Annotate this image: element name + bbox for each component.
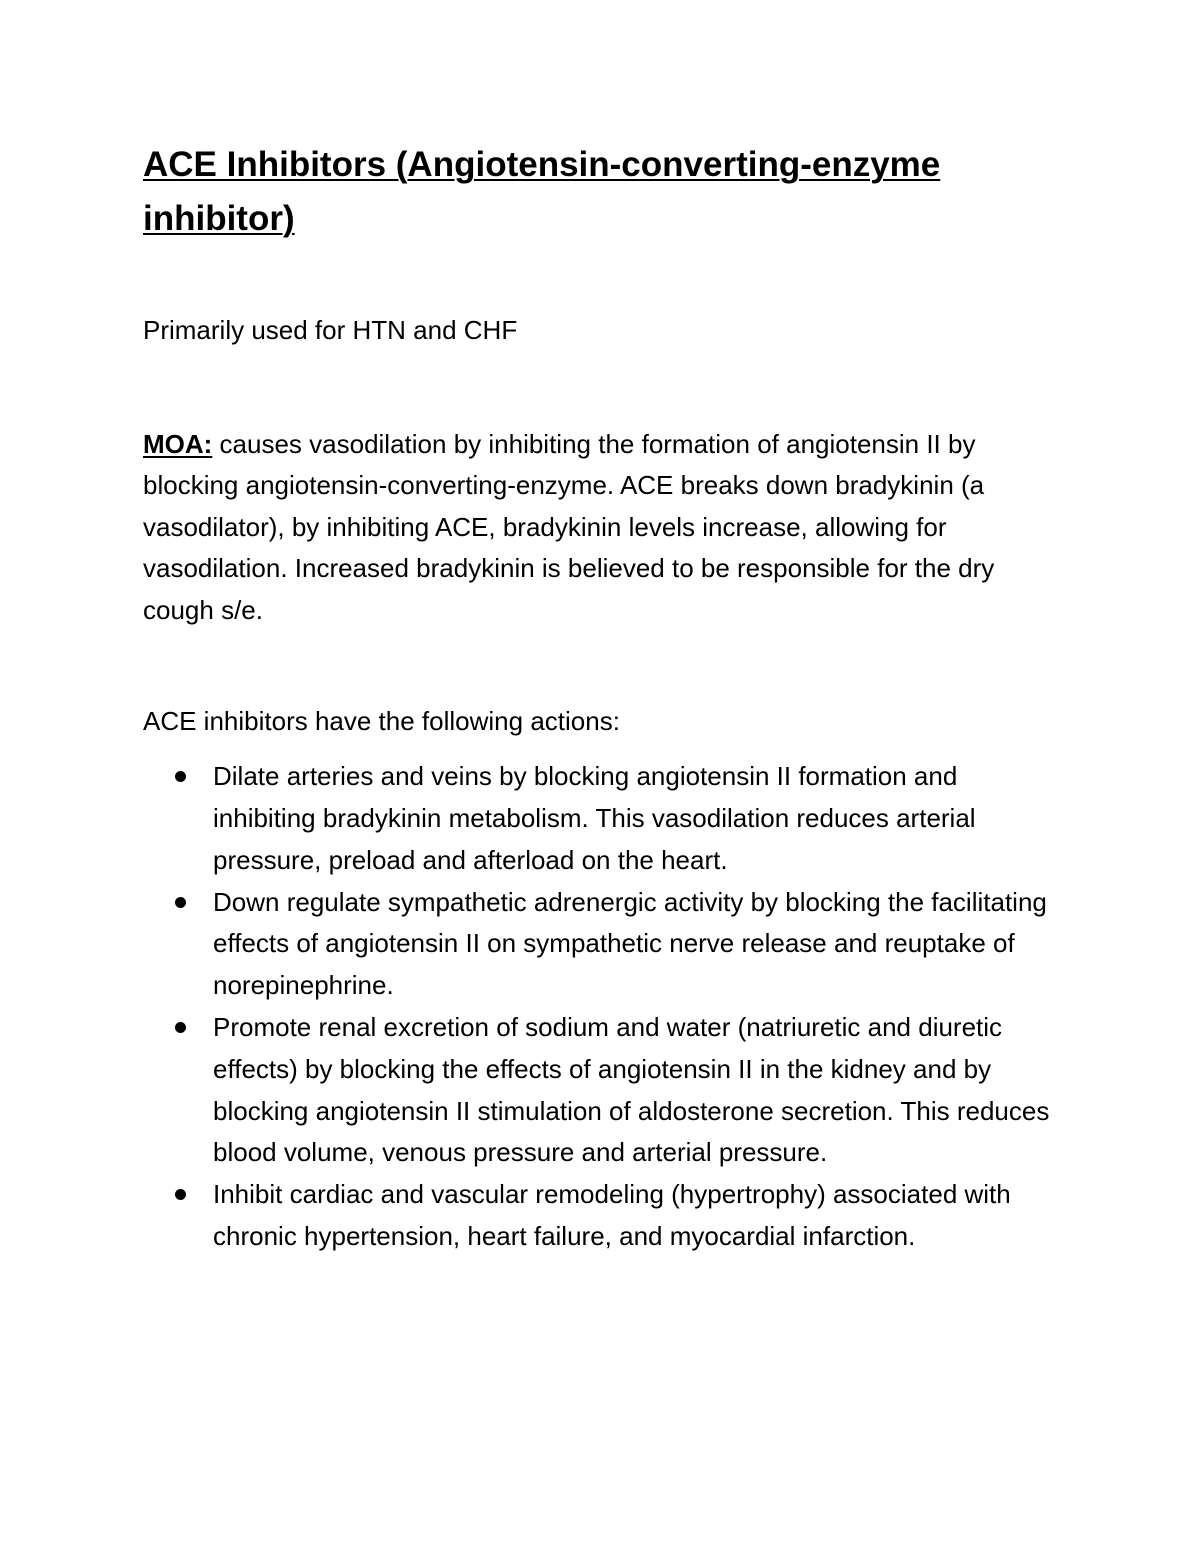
- bullet-icon: [175, 771, 186, 782]
- moa-paragraph: [143, 424, 1063, 632]
- bullet-icon: [175, 897, 186, 908]
- bullet-icon: [175, 1022, 186, 1033]
- actions-intro: ACE inhibitors have the following actions:: [143, 705, 620, 736]
- document-body: [143, 138, 1063, 1258]
- bullet-icon: [175, 1189, 186, 1200]
- actions-list: [143, 756, 1063, 1258]
- action-text: Dilate arteries and veins by blocking angiotensin II formation and inhibiting bradykinin metabolism. This vasodilation reduces arterial pressure, preload and afterload on the heart.: [213, 761, 976, 875]
- action-text: Down regulate sympathetic adrenergic activity by blocking the facilitating effects of angiotensin II on sympathetic nerve release and reuptake of norepinephrine.: [213, 886, 1047, 1001]
- document-title: ACE Inhibitors (Angiotensin-converting-enzyme inhibitor): [143, 145, 941, 238]
- moa-label: MOA:: [143, 428, 213, 459]
- action-text: Promote renal excretion of sodium and water (natriuretic and diuretic effects) by blocking the effects of angiotensin II in the kidney and by blocking angiotensin II stimulation of aldosterone secretion. This reduces blood volume, venous pressure and arterial pressure.: [213, 1011, 1050, 1168]
- moa-text: causes vasodilation by inhibiting the formation of angiotensin II by blocking angiotensin-converting-enzyme. ACE breaks down bradykinin (a vasodilator), by inhibiting ACE, bradykinin levels increase, allowing for vasodilation. Increased bradykinin is believed to be responsible for the dry cough s/e.: [143, 428, 995, 625]
- action-item: [143, 1174, 1063, 1258]
- action-item: [143, 1007, 1063, 1174]
- action-text: Inhibit cardiac and vascular remodeling (hypertrophy) associated with chronic hypertension, heart failure, and myocardial infarction.: [213, 1179, 1011, 1251]
- action-item: [143, 882, 1063, 1007]
- usage-line: Primarily used for HTN and CHF: [143, 315, 518, 345]
- action-item: [143, 756, 1063, 881]
